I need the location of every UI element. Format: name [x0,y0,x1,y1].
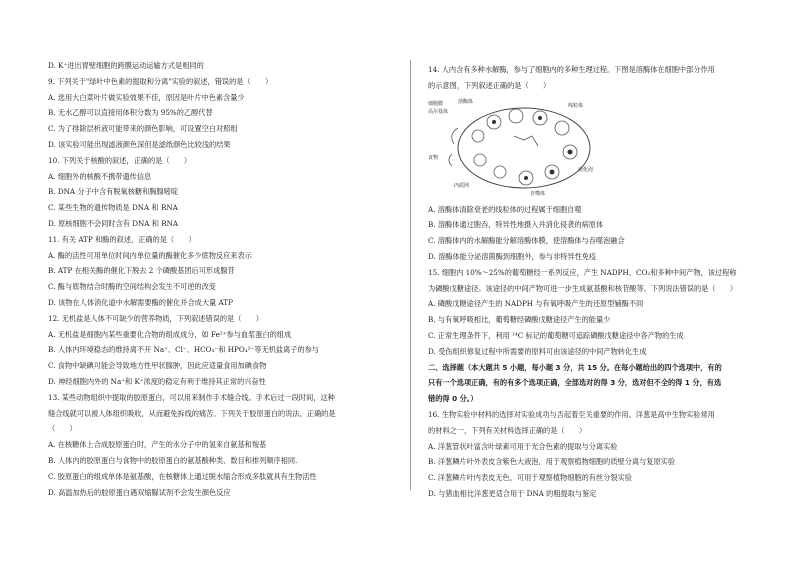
right-end-line: D. 与猪血相比洋葱更适合用于 DNA 的粗提取与鉴定 [428,488,597,498]
left-line: B. 无水乙醇可以直接用体积分数为 95%的乙醇代替 [48,108,213,118]
right-end-line: 16. 生物实验中材料的选择对实验成功与否起着至关重要的作用。洋葱是高中生物实验常用 [428,409,715,419]
left-line: A. 在核糖体上合成胶原蛋白时，产生的水分子中的氢来自氨基和羧基 [48,440,267,450]
left-line: 10. 下列关于核酸的叙述，正确的是（ ） [48,155,192,165]
left-line: A. 无机盐是细胞内某些重要化合物的组成成分，如 Fe²⁺参与血浆蛋白的组成 [48,329,292,339]
right-end-line: 的材料之一，下列有关材料选择正确的是（ ） [428,425,587,435]
left-line: 12. 无机盐是人体不可缺少的营养物质，下列叙述错误的是（ ） [48,313,263,323]
left-line: A. 选用大白菜叶片做实验效果不佳，原因是叶片中色素含量少 [48,92,245,102]
right-end-line: C. 洋葱鳞片叶内表皮无色，可用于观察植物细胞的有丝分裂实验 [428,473,632,483]
right-column [428,62,780,502]
section2-line: 错的得 0 分。） [428,394,478,404]
right-end-line: B. 洋葱鳞片叶外表皮含紫色大液泡，用于观察植物细胞的质壁分离与复原实验 [428,457,676,467]
left-line: 9. 下列关于"绿叶中色素的提取和分离"实验的叙述，错误的是（ ） [48,76,273,86]
right-bottom-line: D. 溶酶体能分泌溶菌酶到细胞外，参与非特异性免疫 [428,251,597,261]
left-line: 11. 有关 ATP 和酶的叙述，正确的是（ ） [48,234,196,244]
left-line: 缝合线就可以被人体组织吸收，从而避免拆线的痛苦。下列关于胶原蛋白的说法，正确的是 [48,408,336,418]
right-bottom-line: B. 溶酶体通过胞吞，特异性地摄入并消化侵袭的病原体 [428,220,604,230]
label-membrane: 细胞膜 [428,100,444,107]
label-food: 食物 [428,154,439,161]
left-line: D. 该物在人体消化道中水解需要酶的催化并合成大量 ATP [48,297,233,307]
label-lysosome: 溶酶体 [458,98,474,105]
right-end-line: A. 洋葱管状叶富含叶绿素可用于光合色素的提取与分离实验 [428,441,618,451]
left-line: D. 高温加热后的胶原蛋白遇双缩脲试剂不会发生颜色反应 [48,487,231,497]
right-top-line: 的示意图，下列叙述正确的是（ ） [428,80,551,90]
left-line: A. 酶的活性可用单位时间内单位量的酶催化多少底物反应来表示 [48,250,252,260]
left-line: （ ） [48,424,77,434]
column-divider [410,60,411,490]
right-bottom-line: C. 正常生理条件下，利用 ¹⁴C 标记的葡萄糖可追踪磷酸戊糖途径中各产物的生成 [428,330,684,340]
lysosome-figure [428,96,780,196]
left-line: B. 人体内环境稳态的维持离不开 Na⁺、Cl⁻、HCO₃⁻和 HPO₄²⁻等无机盐离子的参与 [48,345,319,355]
right-bottom-line: B. 与有氧呼吸相比，葡萄糖经磷酸戊糖途径产生的能量少 [428,315,611,325]
left-line: B. 人体内的胶原蛋白与食物中的胶原蛋白的氨基酸种类、数目和排列顺序相同. [48,455,298,465]
left-line: D. K⁺进出胃壁细胞的跨膜运动运输方式是相同的 [48,61,204,70]
label-autophagy: 自噬体 [530,190,546,197]
right-bottom-line: D. 受伤组织修复过程中所需要的原料可由该途径的中间产物转化生成 [428,346,647,356]
right-bottom-line: C. 溶酶体内的水解酶能分解溶酶体膜，使溶酶体与吞噬泡融合 [428,236,625,246]
left-line: 13. 某些动物组织中提取的胶原蛋白，可以用来制作手术缝合线。手术后过一段时间，这种 [48,392,335,402]
section2-line: 二、选择题（本大题共 5 小题，每小题 3 分，共 15 分。在每小题给出的四个选项中，有的 [428,362,722,372]
right-bottom-line: 为磷酸戊糖途径。该途径的中间产物可进一步生成氨基酸和核苷酸等。下列说法错误的是（ ） [428,283,738,293]
left-line: D. 该实验可能出现滤液颜色深但是滤纸颜色比较浅的结果 [48,139,231,149]
left-line: D. 原核细胞不会同时含有 DNA 和 RNA [48,218,179,228]
right-bottom-line: A. 溶酶体清除衰老的线粒体的过程属于细胞自噬 [428,204,582,214]
right-top-line: 14. 人内含有多种水解酶，参与了细胞内的多种生理过程。下图是溶酶体在细胞中部分作用 [428,65,715,74]
label-er: 内质网 [454,182,470,189]
left-line: C. 为了排除层析液可能带来的颜色影响，可设置空白对照组 [48,124,238,134]
left-line: A. 细胞外的核酸不携带遗传信息 [48,171,152,181]
label-golgi: 高尔基体 [428,108,449,115]
left-line: B. ATP 在相关酶的催化下脱去 2 个磷酸基团后可形成腺苷 [48,266,235,276]
left-line: B. DNA 分子中含有脱氧核糖和胸腺嘧啶 [48,187,179,197]
right-bottom-line: A. 磷酸戊糖途径产生的 NADPH 与有氧呼吸产生的还原型辅酶不同 [428,299,644,309]
left-line: C. 食物中缺碘可能会导致地方性甲状腺肿，因此应适量食用加碘食物 [48,361,267,371]
left-line: C. 酶与底物结合时酶的空间结构会发生不可逆的改变 [48,282,216,292]
left-column [48,58,393,500]
right-bottom-line: 15. 细胞内 10%～25%的葡萄糖经一系列反应，产生 NADPH、CO₂和多种中间产物，该过程称 [428,267,737,277]
left-line: C. 胶原蛋白的组成单体是氨基酸，在核糖体上通过脱水缩合形成多肽就具有生物活性 [48,471,317,481]
label-mito: 线粒体 [568,102,584,109]
section2-line: 只有一个选项正确，有的有多个选项正确，全部选对的得 3 分，选对但不全的得 1 分，有选 [428,378,722,388]
left-line: D. 神经细胞内外的 Na⁺和 K⁺浓度的稳定有利于维持其正常的兴奋性 [48,376,266,386]
label-digest: 消化泡 [578,166,594,173]
left-line: C. 某些生物的遗传物质是 DNA 和 RNA [48,203,178,213]
